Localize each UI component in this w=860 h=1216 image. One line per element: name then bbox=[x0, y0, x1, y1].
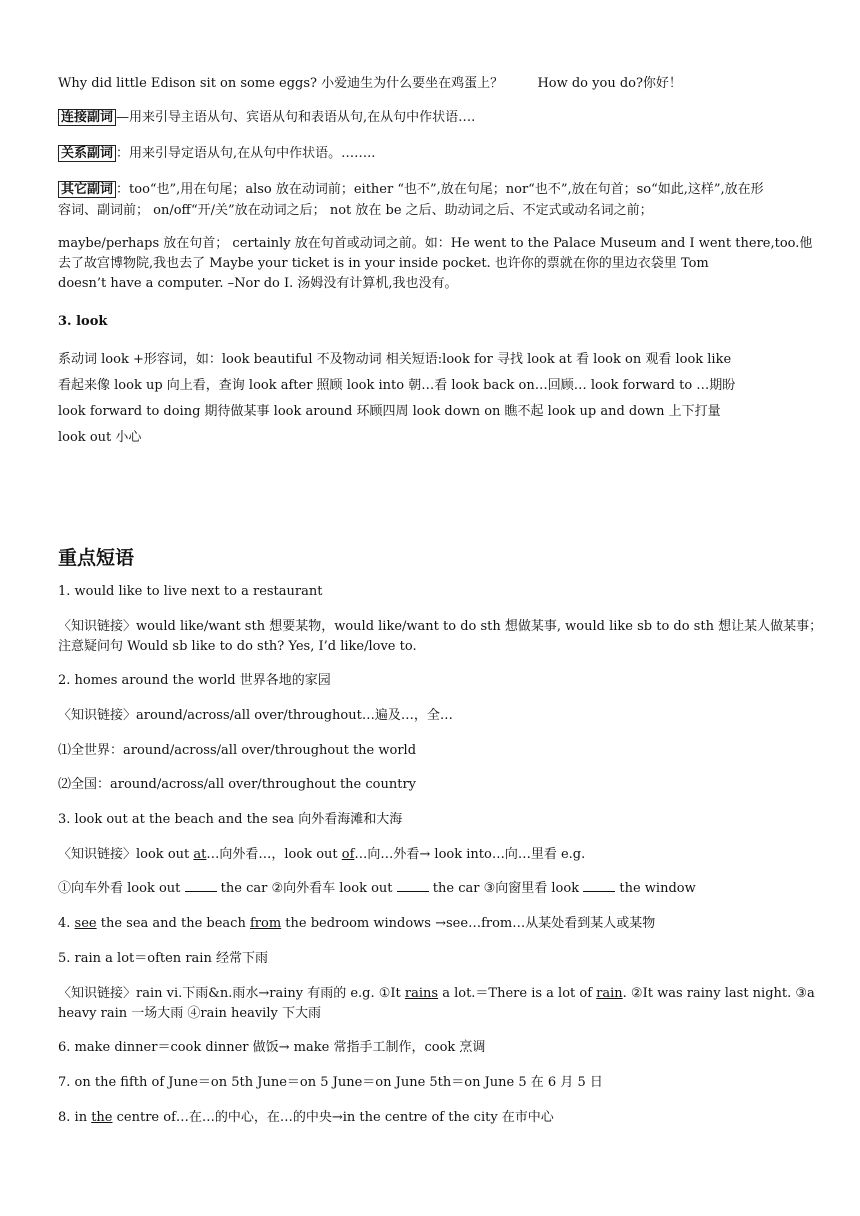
key-phrases-heading: 重点短语 bbox=[58, 547, 135, 569]
phrase-5: 5. rain a lot＝often rain 经常下雨 bbox=[58, 951, 268, 966]
other-adverb-label: 其它副词 bbox=[58, 181, 116, 198]
phrase-3-link-text-b: …向外看…，look out bbox=[206, 847, 342, 862]
other-adverb-line-1 bbox=[58, 180, 828, 200]
phrase-3-link-text-c: …向…外看→ look into…向…里看 e.g. bbox=[354, 847, 586, 862]
phrase-4-tail: the bedroom windows →see…from…从某处看到某人或某物 bbox=[281, 916, 656, 931]
underlined-rain: rain bbox=[596, 986, 623, 1001]
look-line-3: look forward to doing 期待做某事 look around 环顾四周 look down on 瞧不起 look up and down 上下打量 bbox=[58, 404, 721, 419]
phrase-3-link bbox=[58, 845, 828, 865]
exercise-2-text: the car ②向外看车 look out bbox=[220, 881, 393, 896]
rel-adverb-line bbox=[58, 144, 828, 164]
maybe-line-1: maybe/perhaps 放在句首； certainly 放在句首或动词之前。如：He went to the Palace Museum and I went there,too.他 bbox=[58, 236, 813, 251]
conn-adverb-label: 连接副词 bbox=[58, 109, 116, 126]
phrase-4-mid: the sea and the beach bbox=[96, 916, 250, 931]
conn-adverb-text: —用来引导主语从句、宾语从句和表语从句,在从句中作状语…. bbox=[116, 110, 476, 125]
phrase-1: 1. would like to live next to a restaurant bbox=[58, 584, 323, 599]
underlined-at: at bbox=[193, 847, 207, 862]
phrase-2-example-a: ⑴全世界：around/across/all over/throughout the world bbox=[58, 743, 417, 758]
edison-line bbox=[58, 74, 828, 94]
blank-2[interactable] bbox=[397, 880, 429, 892]
blank-3[interactable] bbox=[583, 880, 615, 892]
phrase-2: 2. homes around the world 世界各地的家园 bbox=[58, 673, 331, 688]
phrase-4-num: 4. bbox=[58, 916, 75, 931]
phrase-1-link-2: 注意疑问句 Would sb like to do sth? Yes, I’d like/love to. bbox=[58, 639, 417, 654]
underlined-the: the bbox=[91, 1110, 113, 1125]
phrase-5-link-a: 〈知识链接〉rain vi.下雨&n.雨水→rainy 有雨的 e.g. ①It bbox=[58, 986, 405, 1001]
phrase-6: 6. make dinner＝cook dinner 做饭→ make 常指手工制作，cook 烹调 bbox=[58, 1040, 486, 1055]
rel-adverb-text: ：用来引导定语从句,在从句中作状语。…….. bbox=[116, 146, 376, 161]
phrase-5-link-1 bbox=[58, 984, 828, 1004]
phrase-2-link: 〈知识链接〉around/across/all over/throughout…遍及…，全… bbox=[58, 708, 453, 723]
phrase-5-link-b: a lot.＝There is a lot of bbox=[438, 986, 597, 1001]
exercise-1-text: ①向车外看 look out bbox=[58, 881, 181, 896]
phrase-8 bbox=[58, 1108, 828, 1128]
maybe-line-3: doesn’t have a computer. –Nor do I. 汤姆没有计算机,我也没有。 bbox=[58, 276, 458, 291]
look-section-title: 3. look bbox=[58, 314, 108, 329]
underlined-of: of bbox=[341, 847, 355, 862]
rel-adverb-label: 关系副词 bbox=[58, 145, 116, 162]
maybe-line-2: 去了故宫博物院,我也去了 Maybe your ticket is in your inside pocket. 也许你的票就在你的里边衣袋里 Tom bbox=[58, 256, 709, 271]
phrase-2-example-b: ⑵全国：around/across/all over/throughout the country bbox=[58, 777, 417, 792]
other-adverb-line-2: 容词、副词前； on/off“开/关”放在动词之后； not 放在 be 之后、助动词之后、不定式或动名词之前； bbox=[58, 203, 653, 218]
phrase-3-exercise bbox=[58, 879, 828, 899]
blank-1[interactable] bbox=[185, 880, 217, 892]
phrase-3-link-text-a: 〈知识链接〉look out bbox=[58, 847, 194, 862]
exercise-3-tail: the window bbox=[619, 881, 696, 896]
phrase-5-link-c: . ②It was rainy last night. ③a bbox=[622, 986, 815, 1001]
how-do-you-do: How do you do?你好！ bbox=[537, 76, 682, 91]
edison-question: Why did little Edison sit on some eggs? 小爱迪生为什么要坐在鸡蛋上？ bbox=[58, 76, 504, 91]
look-line-4: look out 小心 bbox=[58, 430, 142, 445]
phrase-8-tail: centre of…在…的中心，在…的中央→in the centre of the city 在市中心 bbox=[112, 1110, 554, 1125]
look-line-2: 看起来像 look up 向上看，查询 look after 照顾 look into 朝…看 look back on…回顾… look forward to …期盼 bbox=[58, 378, 736, 393]
look-line-1: 系动词 look +形容词，如：look beautiful 不及物动词 相关短语:look for 寻找 look at 看 look on 观看 look like bbox=[58, 352, 732, 367]
other-adverb-text-1: ：too“也”,用在句尾；also 放在动词前；either “也不”,放在句尾；nor“也不”,放在句首；so“如此,这样”,放在形 bbox=[116, 182, 764, 197]
exercise-3-text: the car ③向窗里看 look bbox=[432, 881, 580, 896]
phrase-1-link-1: 〈知识链接〉would like/want sth 想要某物，would like/want to do sth 想做某事, would like sb to do sth 想让某人做某事； bbox=[58, 619, 823, 634]
phrase-5-link-2: heavy rain 一场大雨 ④rain heavily 下大雨 bbox=[58, 1006, 321, 1021]
conn-adverb-line bbox=[58, 108, 828, 128]
underlined-see: see bbox=[74, 916, 97, 931]
phrase-4 bbox=[58, 914, 828, 934]
phrase-3: 3. look out at the beach and the sea 向外看海滩和大海 bbox=[58, 812, 403, 827]
phrase-8-num: 8. in bbox=[58, 1110, 92, 1125]
underlined-rains: rains bbox=[404, 986, 439, 1001]
phrase-7: 7. on the fifth of June＝on 5th June＝on 5 June＝on June 5th＝on June 5 在 6 月 5 日 bbox=[58, 1075, 603, 1090]
underlined-from: from bbox=[249, 916, 282, 931]
